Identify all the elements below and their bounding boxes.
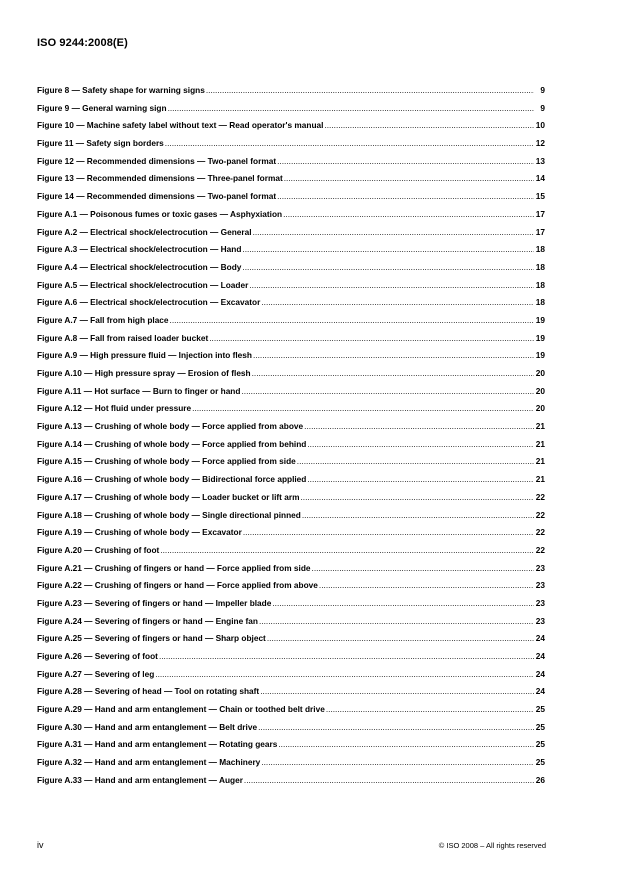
- toc-entry-title: Figure A.12 — Hot fluid under pressure: [37, 403, 192, 414]
- toc-dot-leader: [258, 722, 534, 732]
- toc-dot-leader: [260, 686, 534, 696]
- toc-entry-title: Figure A.18 — Crushing of whole body — Single directional pinned: [37, 509, 301, 520]
- toc-entry[interactable]: [37, 297, 545, 315]
- toc-entry-title: Figure A.25 — Severing of fingers or hand — Sharp object: [37, 633, 266, 644]
- toc-entry-page: 24: [535, 686, 545, 697]
- toc-entry-title: Figure A.27 — Severing of leg: [37, 668, 155, 679]
- toc-entry-title: Figure A.16 — Crushing of whole body — Bidirectional force applied: [37, 474, 307, 485]
- toc-entry-title: Figure A.8 — Fall from raised loader bucket: [37, 332, 209, 343]
- toc-dot-leader: [243, 527, 534, 537]
- toc-entry-title: Figure A.30 — Hand and arm entanglement — Belt drive: [37, 721, 258, 732]
- toc-entry[interactable]: [37, 209, 545, 227]
- toc-dot-leader: [259, 616, 534, 626]
- toc-entry[interactable]: [37, 722, 545, 740]
- toc-entry-title: Figure A.2 — Electrical shock/electrocution — General: [37, 226, 252, 237]
- toc-entry-page: 25: [535, 721, 545, 732]
- toc-entry-title: Figure A.21 — Crushing of fingers or hand — Force applied from side: [37, 562, 311, 573]
- toc-entry[interactable]: [37, 616, 545, 634]
- toc-entry[interactable]: [37, 368, 545, 386]
- toc-dot-leader: [312, 563, 534, 573]
- toc-entry[interactable]: [37, 775, 545, 793]
- toc-dot-leader: [241, 386, 534, 396]
- toc-entry[interactable]: [37, 262, 545, 280]
- toc-entry-page: 21: [535, 421, 545, 432]
- toc-dot-leader: [300, 492, 534, 502]
- toc-entry-page: 19: [535, 332, 545, 343]
- toc-entry-title: Figure A.1 — Poisonous fumes or toxic gases — Asphyxiation: [37, 208, 283, 219]
- toc-entry-title: Figure A.7 — Fall from high place: [37, 314, 169, 325]
- toc-entry[interactable]: [37, 403, 545, 421]
- toc-entry[interactable]: [37, 633, 545, 651]
- toc-dot-leader: [261, 297, 534, 307]
- toc-entry-title: Figure 8 — Safety shape for warning signs: [37, 85, 205, 95]
- toc-entry-page: 20: [535, 403, 545, 414]
- toc-entry-page: 15: [535, 191, 545, 202]
- toc-entry[interactable]: [37, 103, 545, 121]
- toc-dot-leader: [253, 350, 534, 360]
- toc-entry-title: Figure A.17 — Crushing of whole body — Loader bucket or lift arm: [37, 491, 300, 502]
- toc-entry-page: 20: [535, 385, 545, 396]
- toc-entry-page: 25: [535, 704, 545, 715]
- toc-entry-page: 21: [535, 474, 545, 485]
- toc-entry[interactable]: [37, 227, 545, 245]
- toc-entry-title: Figure A.3 — Electrical shock/electrocution — Hand: [37, 244, 242, 255]
- toc-entry[interactable]: [37, 651, 545, 669]
- toc-entry-page: 26: [535, 774, 545, 785]
- toc-dot-leader: [261, 757, 534, 767]
- toc-entry[interactable]: [37, 757, 545, 775]
- toc-entry-title: Figure A.26 — Severing of foot: [37, 651, 158, 661]
- toc-dot-leader: [307, 474, 534, 484]
- toc-entry-title: Figure A.32 — Hand and arm entanglement — Machinery: [37, 757, 261, 768]
- toc-entry-title: Figure A.23 — Severing of fingers or hand — Impeller blade: [37, 597, 272, 608]
- toc-dot-leader: [326, 704, 534, 714]
- toc-entry-page: 19: [535, 350, 545, 361]
- toc-dot-leader: [277, 191, 534, 201]
- toc-dot-leader: [244, 775, 534, 785]
- toc-entry-title: Figure A.29 — Hand and arm entanglement — Chain or toothed belt drive: [37, 704, 325, 715]
- toc-dot-leader: [249, 280, 534, 290]
- toc-entry-page: 14: [535, 173, 545, 184]
- toc-entry-page: 23: [535, 597, 545, 608]
- toc-dot-leader: [278, 739, 534, 749]
- toc-entry[interactable]: [37, 686, 545, 704]
- toc-entry-page: 24: [535, 668, 545, 679]
- toc-entry[interactable]: [37, 138, 545, 156]
- toc-entry[interactable]: [37, 474, 545, 492]
- toc-entry-title: Figure 9 — General warning sign: [37, 102, 167, 113]
- document-header: ISO 9244:2008(E): [37, 37, 128, 49]
- toc-entry[interactable]: [37, 280, 545, 298]
- toc-entry-page: 17: [535, 208, 545, 219]
- toc-entry-page: 13: [535, 155, 545, 166]
- copyright-notice: © ISO 2008 – All rights reserved: [438, 841, 546, 850]
- toc-entry-title: Figure A.31 — Hand and arm entanglement — Rotating gears: [37, 739, 278, 750]
- toc-entry-title: Figure A.10 — High pressure spray — Erosion of flesh: [37, 368, 251, 378]
- toc-entry[interactable]: [37, 191, 545, 209]
- toc-entry-title: Figure A.13 — Crushing of whole body — Force applied from above: [37, 421, 304, 432]
- toc-entry-title: Figure A.4 — Electrical shock/electrocution — Body: [37, 261, 242, 272]
- toc-dot-leader: [304, 421, 534, 431]
- toc-entry-page: 22: [535, 544, 545, 555]
- toc-entry[interactable]: [37, 439, 545, 457]
- toc-dot-leader: [242, 262, 534, 272]
- toc-entry-page: 19: [535, 314, 545, 325]
- toc-dot-leader: [155, 669, 534, 679]
- toc-entry[interactable]: [37, 456, 545, 474]
- toc-entry-title: Figure A.19 — Crushing of whole body — Excavator: [37, 527, 242, 538]
- toc-dot-leader: [297, 456, 534, 466]
- toc-entry-page: 21: [535, 438, 545, 449]
- toc-entry-page: 24: [535, 651, 545, 661]
- toc-dot-leader: [302, 510, 534, 520]
- toc-entry-title: Figure A.22 — Crushing of fingers or hand — Force applied from above: [37, 580, 318, 591]
- toc-entry[interactable]: [37, 350, 545, 368]
- toc-dot-leader: [272, 598, 534, 608]
- toc-entry[interactable]: [37, 156, 545, 174]
- toc-entry-page: 17: [535, 226, 545, 237]
- toc-dot-leader: [165, 138, 534, 148]
- toc-entry-title: Figure 11 — Safety sign borders: [37, 138, 164, 149]
- toc-entry-page: 24: [535, 633, 545, 644]
- toc-entry-page: 23: [535, 562, 545, 573]
- toc-entry-page: 18: [535, 244, 545, 255]
- toc-entry[interactable]: [37, 85, 545, 103]
- toc-entry[interactable]: [37, 545, 545, 563]
- toc-dot-leader: [284, 173, 534, 183]
- toc-dot-leader: [159, 651, 534, 661]
- toc-entry[interactable]: [37, 598, 545, 616]
- toc-entry[interactable]: [37, 315, 545, 333]
- toc-entry[interactable]: [37, 244, 545, 262]
- toc-entry-page: 18: [535, 297, 545, 308]
- toc-entry[interactable]: [37, 527, 545, 545]
- toc-entry-page: 23: [535, 615, 545, 626]
- toc-entry-title: Figure A.11 — Hot surface — Burn to finger or hand: [37, 385, 241, 396]
- toc-dot-leader: [307, 439, 534, 449]
- toc-dot-leader: [160, 545, 534, 555]
- toc-entry-title: Figure A.24 — Severing of fingers or hand — Engine fan: [37, 615, 258, 626]
- toc-entry-page: 10: [535, 120, 545, 131]
- toc-entry[interactable]: [37, 386, 545, 404]
- list-of-figures: [37, 85, 545, 793]
- toc-dot-leader: [206, 85, 534, 95]
- toc-entry-title: Figure A.6 — Electrical shock/electrocution — Excavator: [37, 297, 261, 308]
- toc-entry-title: Figure A.14 — Crushing of whole body — Force applied from behind: [37, 438, 307, 449]
- toc-dot-leader: [209, 333, 534, 343]
- toc-entry-title: Figure A.28 — Severing of head — Tool on rotating shaft: [37, 686, 260, 697]
- toc-dot-leader: [324, 120, 534, 130]
- toc-dot-leader: [267, 633, 534, 643]
- toc-dot-leader: [168, 103, 534, 113]
- toc-entry[interactable]: [37, 173, 545, 191]
- toc-dot-leader: [277, 156, 534, 166]
- page-number: iv: [37, 840, 44, 850]
- toc-entry[interactable]: [37, 580, 545, 598]
- toc-dot-leader: [283, 209, 534, 219]
- toc-entry-page: 12: [535, 138, 545, 149]
- toc-entry-title: Figure A.15 — Crushing of whole body — Force applied from side: [37, 456, 296, 467]
- toc-entry[interactable]: [37, 563, 545, 581]
- toc-entry-title: Figure A.5 — Electrical shock/electrocution — Loader: [37, 279, 249, 290]
- toc-dot-leader: [319, 580, 534, 590]
- toc-entry[interactable]: [37, 510, 545, 528]
- toc-entry-title: Figure A.9 — High pressure fluid — Injection into flesh: [37, 350, 252, 361]
- toc-entry-page: 22: [535, 527, 545, 538]
- toc-entry-title: Figure A.20 — Crushing of foot: [37, 544, 160, 555]
- toc-entry[interactable]: [37, 669, 545, 687]
- toc-entry-page: 22: [535, 491, 545, 502]
- toc-entry[interactable]: [37, 120, 545, 138]
- toc-entry-title: Figure 14 — Recommended dimensions — Two-panel format: [37, 191, 277, 202]
- toc-entry[interactable]: [37, 704, 545, 722]
- toc-dot-leader: [252, 368, 534, 378]
- toc-entry-page: 25: [535, 757, 545, 768]
- toc-entry-page: 22: [535, 509, 545, 520]
- toc-entry-page: 18: [535, 279, 545, 290]
- toc-dot-leader: [170, 315, 534, 325]
- toc-entry-title: Figure 12 — Recommended dimensions — Two-panel format: [37, 155, 277, 166]
- toc-entry-page: 18: [535, 261, 545, 272]
- toc-entry-page: 20: [535, 368, 545, 378]
- toc-entry-title: Figure 13 — Recommended dimensions — Three-panel format: [37, 173, 283, 184]
- toc-entry-page: 21: [535, 456, 545, 467]
- toc-entry[interactable]: [37, 333, 545, 351]
- toc-entry-page: 23: [535, 580, 545, 591]
- toc-dot-leader: [253, 227, 534, 237]
- toc-entry[interactable]: [37, 421, 545, 439]
- toc-entry[interactable]: [37, 739, 545, 757]
- toc-entry[interactable]: [37, 492, 545, 510]
- toc-dot-leader: [192, 403, 534, 413]
- toc-entry-title: Figure A.33 — Hand and arm entanglement — Auger: [37, 774, 243, 785]
- toc-entry-title: Figure 10 — Machine safety label without text — Read operator's manual: [37, 120, 324, 131]
- toc-entry-page: 25: [535, 739, 545, 750]
- toc-entry-page: 9: [540, 102, 545, 113]
- toc-dot-leader: [242, 244, 534, 254]
- toc-entry-page: 9: [540, 85, 545, 95]
